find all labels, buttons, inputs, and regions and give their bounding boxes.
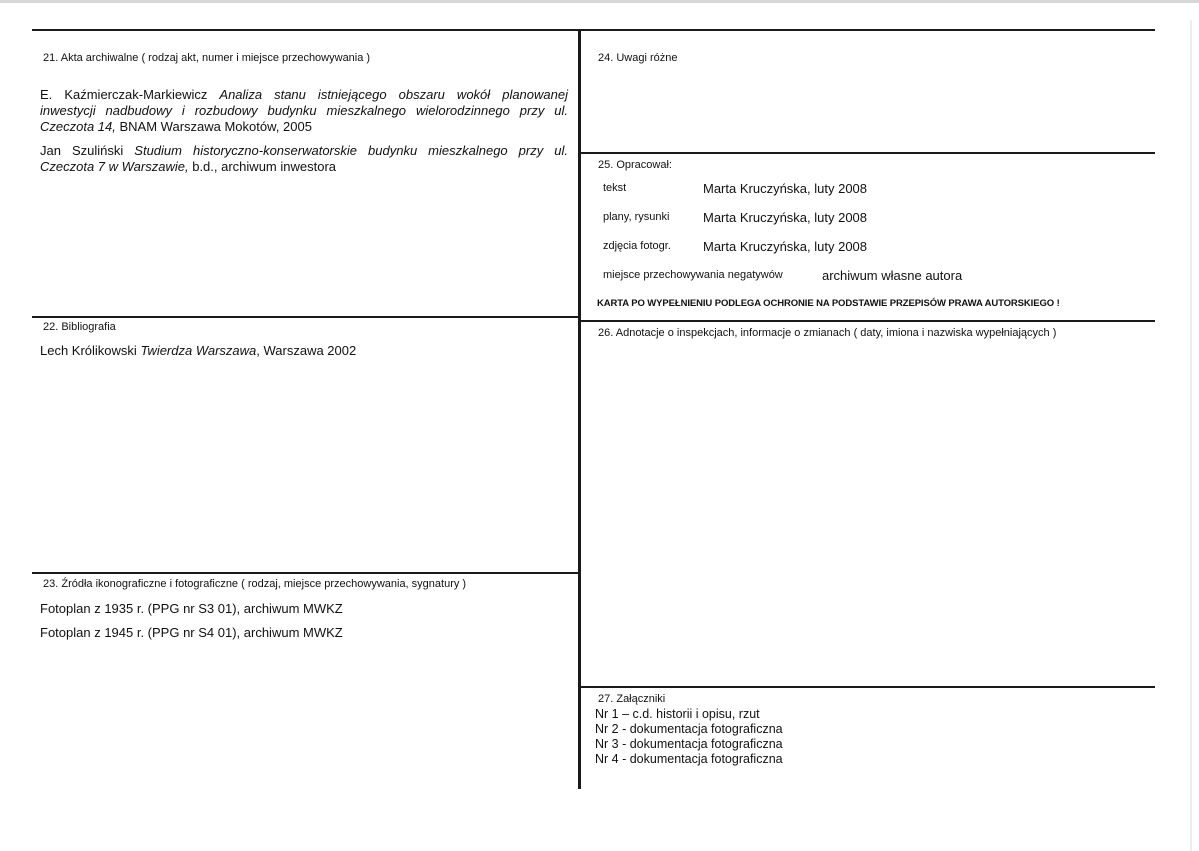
rule-23 (32, 572, 580, 574)
iconographic-source-1: Fotoplan z 1935 r. (PPG nr S3 01), archiwum MWKZ (40, 601, 343, 616)
bibliography-author: Lech Królikowski (40, 343, 137, 358)
copyright-notice: KARTA PO WYPEŁNIENIU PODLEGA OCHRONIE NA PODSTAWIE PRZEPISÓW PRAWA AUTORSKIEGO ! (597, 298, 1060, 309)
prepared-row-label-drawings: plany, rysunki (603, 211, 670, 223)
section-22-title: 22. Bibliografia (43, 321, 116, 333)
attachment-2: Nr 2 - dokumentacja fotograficzna (595, 722, 783, 736)
prepared-row-label-photos: zdjęcia fotogr. (603, 240, 671, 252)
archival-entry-2 (40, 143, 568, 175)
iconographic-source-2: Fotoplan z 1945 r. (PPG nr S4 01), archiwum MWKZ (40, 625, 343, 640)
attachment-3: Nr 3 - dokumentacja fotograficzna (595, 737, 783, 751)
top-rule (32, 29, 1155, 31)
section-23-title: 23. Źródła ikonograficzne i fotograficzne ( rodzaj, miejsce przechowywania, sygnatury ) (43, 578, 467, 590)
archival-entry-1 (40, 87, 568, 135)
rule-25 (580, 152, 1155, 154)
archival-entry-2-author: Jan Szuliński (40, 143, 124, 158)
negatives-storage-value: archiwum własne autora (822, 268, 963, 283)
section-24-title: 24. Uwagi różne (598, 52, 678, 64)
prepared-row-value-drawings: Marta Kruczyńska, luty 2008 (703, 210, 868, 225)
attachment-1: Nr 1 – c.d. historii i opisu, rzut (595, 707, 760, 721)
prepared-row-label-text: tekst (603, 182, 627, 194)
negatives-storage-label: miejsce przechowywania negatywów (603, 269, 783, 281)
scan-right-edge (1190, 20, 1192, 851)
prepared-row-value-text: Marta Kruczyńska, luty 2008 (703, 181, 868, 196)
scan-top-edge (0, 0, 1199, 3)
section-21-title: 21. Akta archiwalne ( rodzaj akt, numer i miejsce przechowywania ) (43, 52, 371, 64)
bibliography-entry (40, 343, 356, 358)
section-27-title: 27. Załączniki (598, 693, 666, 705)
center-divider (578, 29, 581, 789)
section-25-title: 25. Opracował: (598, 159, 672, 171)
prepared-row-value-photos: Marta Kruczyńska, luty 2008 (703, 239, 868, 254)
section-26-title: 26. Adnotacje o inspekcjach, informacje o zmianach ( daty, imiona i nazwiska wypełniających ) (598, 327, 1057, 339)
archival-entry-1-rest: BNAM Warszawa Mokotów, 2005 (119, 119, 312, 134)
rule-26 (580, 320, 1155, 322)
rule-22 (32, 316, 580, 318)
archival-entry-1-author: E. Kaźmierczak-Markiewicz (40, 87, 208, 102)
attachment-4: Nr 4 - dokumentacja fotograficzna (595, 752, 783, 766)
archival-entry-1-title: Analiza stanu istniejącego obszaru wokół planowanej inwestycji nadbudowy i rozbudowy budynku mieszkalnego wielorodzinnego przy ul. Czeczota 14, (40, 87, 568, 134)
archival-entry-2-title: Studium historyczno-konserwatorskie budynku mieszkalnego przy ul. Czeczota 7 w Warszawie, (40, 143, 568, 174)
archival-entry-2-rest: b.d., archiwum inwestora (192, 159, 336, 174)
rule-27 (580, 686, 1155, 688)
bibliography-title: Twierdza Warszawa (140, 343, 257, 358)
bibliography-rest: , Warszawa 2002 (256, 343, 357, 358)
